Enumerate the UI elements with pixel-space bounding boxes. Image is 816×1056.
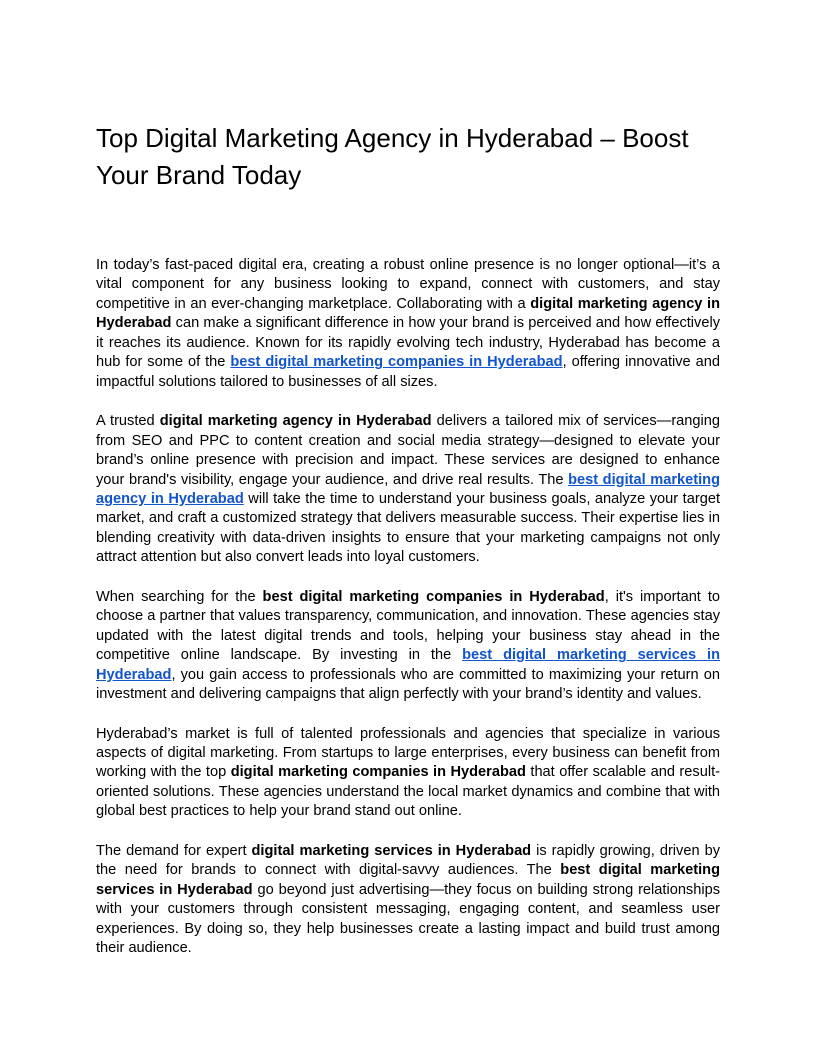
page-title: Top Digital Marketing Agency in Hyderabad – Boost Your Brand Today (96, 123, 689, 190)
text-run: The demand for expert (96, 842, 252, 859)
paragraph (96, 842, 720, 959)
bold-keyword: digital marketing agency in Hyderabad (159, 413, 432, 430)
text-run: A trusted (96, 413, 160, 430)
hyperlink[interactable]: best digital marketing services in Hyderabad (96, 647, 720, 683)
text-run: , it's important to choose a partner that values transparency, communication, and innovation. These agencies stay updated with the latest digital trends and tools, helping your business stay ahead in the competitive online landscape. By investing in the (96, 588, 720, 664)
text-run: that offer scalable and result-oriented solutions. These agencies understand the local market dynamics and combine that with global best practices to help your brand stand out online. (96, 764, 720, 820)
hyperlink[interactable]: best digital marketing companies in Hyderabad (230, 354, 563, 371)
paragraph (96, 412, 720, 568)
bold-keyword: digital marketing companies in Hyderabad (230, 764, 526, 781)
text-run: will take the time to understand your business goals, analyze your target market, and craft a customized strategy that delivers measurable success. Their expertise lies in blending creativity with data-driven insights to ensure that your marketing campaigns not only attract attention but also convert leads into loyal customers. (96, 490, 720, 566)
hyperlink[interactable]: best digital marketing agency in Hyderabad (96, 471, 720, 507)
text-run: go beyond just advertising—they focus on building strong relationships with your customers through consistent messaging, engaging content, and seamless user experiences. By doing so, they help businesses create a lasting impact and build trust among their audience. (96, 881, 721, 957)
text-run: delivers a tailored mix of services—ranging from SEO and PPC to content creation and social media strategy—designed to elevate your brand’s online presence with precision and impact. These services are designed to enhance your brand's visibility, engage your audience, and drive real results. The (96, 413, 720, 488)
text-run: When searching for the (96, 588, 263, 605)
paragraph (96, 588, 720, 705)
text-run: is rapidly growing, driven by the need for brands to connect with digital-savvy audiences. The (96, 842, 721, 879)
text-run: can make a significant difference in how your brand is perceived and how effectively it reaches its audience. Known for its rapidly evolving tech industry, Hyderabad has become a hub for some of the (96, 315, 720, 371)
bold-keyword: best digital marketing companies in Hyderabad (262, 588, 605, 605)
bold-keyword: digital marketing agency in Hyderabad (96, 295, 720, 332)
document-body (96, 256, 720, 979)
text-run: , you gain access to professionals who are committed to maximizing your return on investment and delivering campaigns that align perfectly with your brand’s identity and values. (96, 666, 720, 703)
text-run: In today’s fast-paced digital era, creating a robust online presence is no longer optional—it’s a vital component for any business looking to expand, connect with customers, and stay competitive in an ever-changing marketplace. Collaborating with a (96, 257, 720, 312)
bold-keyword: digital marketing services in Hyderabad (251, 842, 532, 859)
document-header (96, 120, 720, 194)
text-run: Hyderabad’s market is full of talented professionals and agencies that specialize in various aspects of digital marketing. From startups to large enterprises, every business can benefit from working with the top (96, 725, 720, 781)
text-run: , offering innovative and impactful solutions tailored to businesses of all sizes. (96, 354, 720, 390)
paragraph (96, 725, 720, 822)
bold-keyword: best digital marketing services in Hyderabad (96, 862, 720, 898)
paragraph (96, 256, 720, 392)
